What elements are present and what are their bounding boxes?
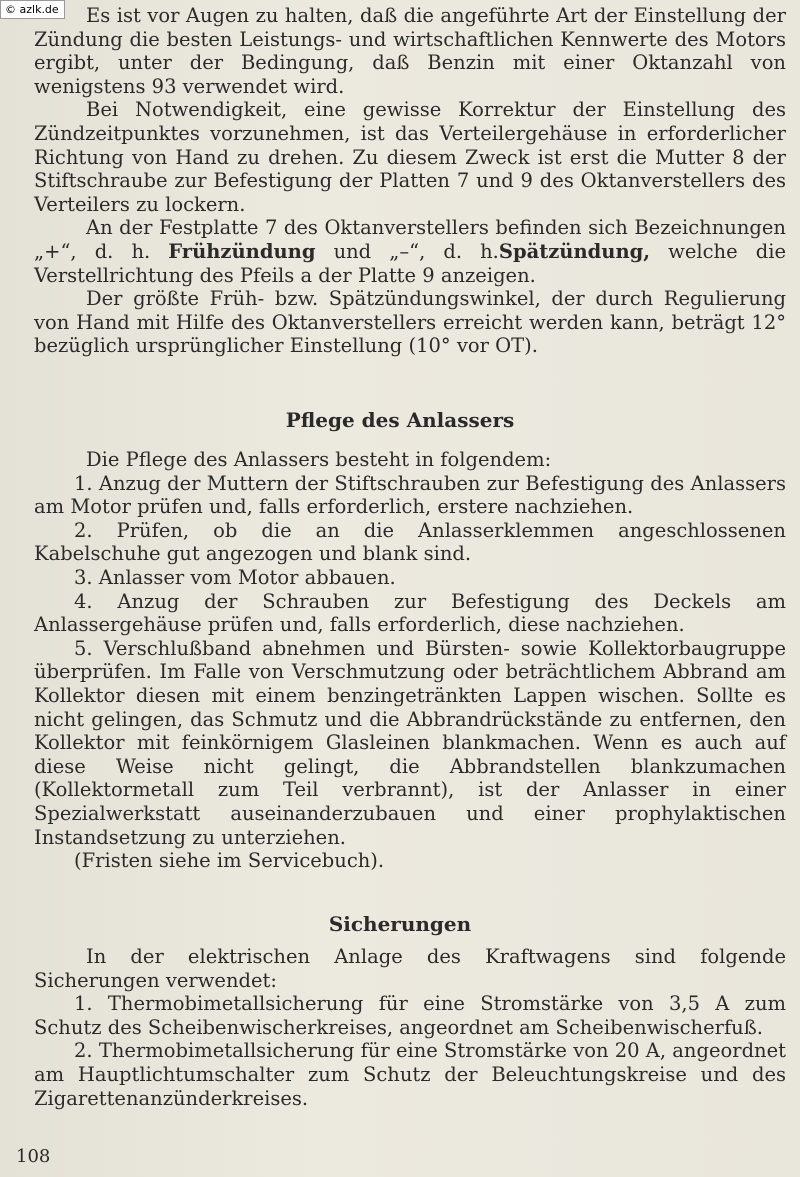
page-number: 108	[16, 1146, 51, 1167]
text-span: welche die Verstellrichtung des Pfeils a der Platte 9 anzeigen.	[34, 239, 786, 287]
heading-fuses: Sicherungen	[328, 912, 472, 936]
list-item: 1. Thermobimetallsicherung für eine Stromstärke von 3,5 A zum Schutz des Scheibenwischerkreises, angeordnet am Scheibenwischerfuß.	[34, 992, 786, 1039]
section-starter-care	[34, 448, 786, 873]
paragraph: Es ist vor Augen zu halten, daß die angeführte Art der Einstellung der Zündung die besten Leistungs- und wirtschaftlichen Kennwerte des Motors ergibt, unter der Bedingung, daß Benzin mit einer Oktanzahl von wenigstens 93 verwendet wird.	[34, 4, 786, 98]
bold-term-late: Spätzündung,	[498, 239, 651, 263]
section-fuses	[34, 945, 786, 1110]
source-badge: © azlk.de	[0, 0, 65, 19]
paragraph: Bei Notwendigkeit, eine gewisse Korrektur der Einstellung des Zündzeitpunktes vorzunehmen, ist das Verteilergehäuse in erforderlicher Richtung von Hand zu drehen. Zu diesem Zweck ist erst die Mutter 8 der Stiftschraube zur Befestigung der Platten 7 und 9 des Oktanverstellers des Verteilers zu lockern.	[34, 98, 786, 216]
list-item: 4. Anzug der Schrauben zur Befestigung des Deckels am Anlassergehäuse prüfen und, falls erforderlich, diese nachziehen.	[34, 589, 786, 637]
list-item: 1. Anzug der Muttern der Stiftschrauben zur Befestigung des Anlassers am Motor prüfen und, falls erforderlich, erstere nachziehen.	[34, 471, 786, 519]
paragraph-octane-marks	[34, 216, 786, 287]
bold-term-early: Frühzündung	[168, 239, 316, 263]
paragraph: Der größte Früh- bzw. Spätzündungswinkel, der durch Regulierung von Hand mit Hilfe des Oktanverstellers erreicht werden kann, beträgt 12° bezüglich ursprünglicher Einstellung (10° vor OT).	[34, 287, 786, 358]
list-item: (Fristen siehe im Servicebuch).	[74, 849, 385, 873]
heading-starter-care: Pflege des Anlassers	[285, 408, 515, 432]
list-item: 5. Verschlußband abnehmen und Bürsten- sowie Kollektorbaugruppe überprüfen. Im Falle von Verschmutzung oder beträchtlichem Abbrand am Kollektor diesen mit einem benzingetränkten Lappen wischen. Sollte es nicht gelingen, das Schmutz und die Abbrandrückstände zu entfernen, den Kollektor mit feinkörnigem Glasleinen blankmachen. Wenn es auch auf diese Weise nicht gelingt, die Abbrandstellen blankzumachen (Kollektormetall zum Teil verbrannt), ist der Anlasser in einer Spezialwerkstatt auseinanderzubauen und einer prophylaktischen Instandsetzung zu unterziehen.	[34, 636, 786, 849]
list-item: 3. Anlasser vom Motor abbauen.	[74, 565, 396, 589]
text-span: und „–“, d. h.	[315, 239, 499, 263]
text-span: An der Festplatte 7 des Oktanverstellers befinden sich Bezeichnungen „+“, d. h.	[34, 216, 786, 263]
paragraph: In der elektrischen Anlage des Kraftwagens sind folgende Sicherungen verwendet:	[34, 945, 786, 992]
list-item: 2. Thermobimetallsicherung für eine Stromstärke von 20 A, angeordnet am Hauptlichtumschalter zum Schutz der Beleuchtungskreise und des Zigarettenanzünderkreises.	[34, 1039, 786, 1110]
section-ignition-text	[34, 4, 786, 358]
list-item: 2. Prüfen, ob die an die Anlasserklemmen angeschlossenen Kabelschuhe gut angezogen und blank sind.	[34, 518, 786, 566]
paragraph: Die Pflege des Anlassers besteht in folgendem:	[86, 448, 552, 471]
